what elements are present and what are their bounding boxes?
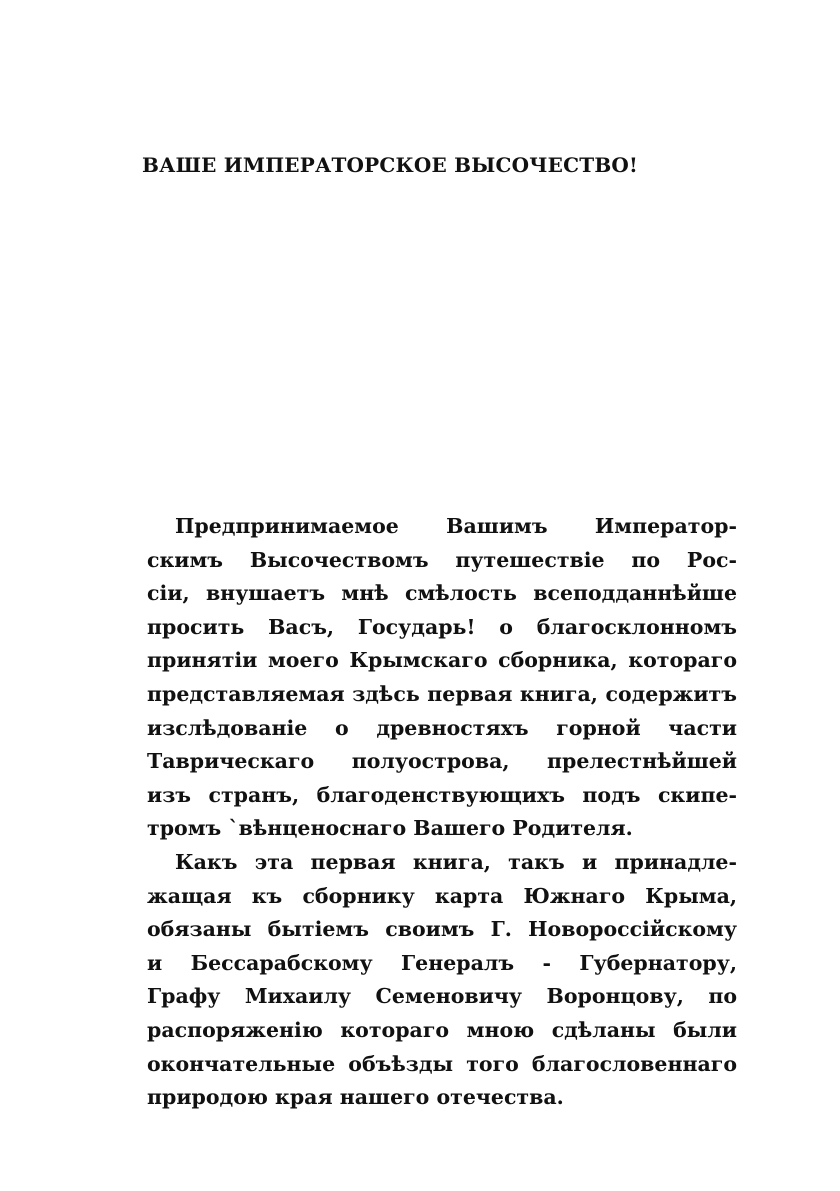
text-line: просить Васъ, Государь! о благосклонномъ [147,614,737,639]
text-line: изъ странъ, благоденствующихъ подъ скипе- [147,782,737,807]
text-line: скимъ Высочествомъ путешествіе по Рос- [147,547,737,572]
text-line: сіи, внушаетъ мнѣ смѣлость всеподданнѣйше [147,581,737,606]
text-line: жащая къ сборнику карта Южнаго Крыма, [147,883,737,908]
text-line: обязаны бытіемъ своимъ Г. Новороссійскому [147,917,737,942]
paragraph-1 [147,510,737,846]
text-line: распоряженію котораго мною сдѣланы были [147,1017,737,1042]
text-line: Таврическаго полуострова, прелестнѣйшей [147,749,737,774]
text-line: Предпринимаемое Вашимъ Император- [175,514,737,538]
text-line: Какъ эта первая книга, такъ и принадле- [175,849,737,874]
text-line: и Бессарабскому Генералъ - Губернатору, [147,950,737,975]
text-line: принятіи моего Крымскаго сборника, котораго [147,648,737,673]
text-line: тромъ `вѣнценоснаго Вашего Родителя. [147,816,633,841]
text-line: изслѣдованіе о древностяхъ горной части [147,715,737,740]
dedication-text [147,510,737,1115]
dedication-heading: ВАШЕ ИМПЕРАТОРСКОЕ ВЫСОЧЕСТВО! [142,153,639,177]
text-line: Графу Михаилу Семеновичу Воронцову, по [147,984,737,1009]
text-line: природою края нашего отечества. [147,1085,564,1110]
paragraph-2 [147,846,737,1115]
text-line: представляемая здѣсь первая книга, содержитъ [147,681,737,706]
text-line: окончательные объѣзды того благословеннаго [147,1051,737,1076]
